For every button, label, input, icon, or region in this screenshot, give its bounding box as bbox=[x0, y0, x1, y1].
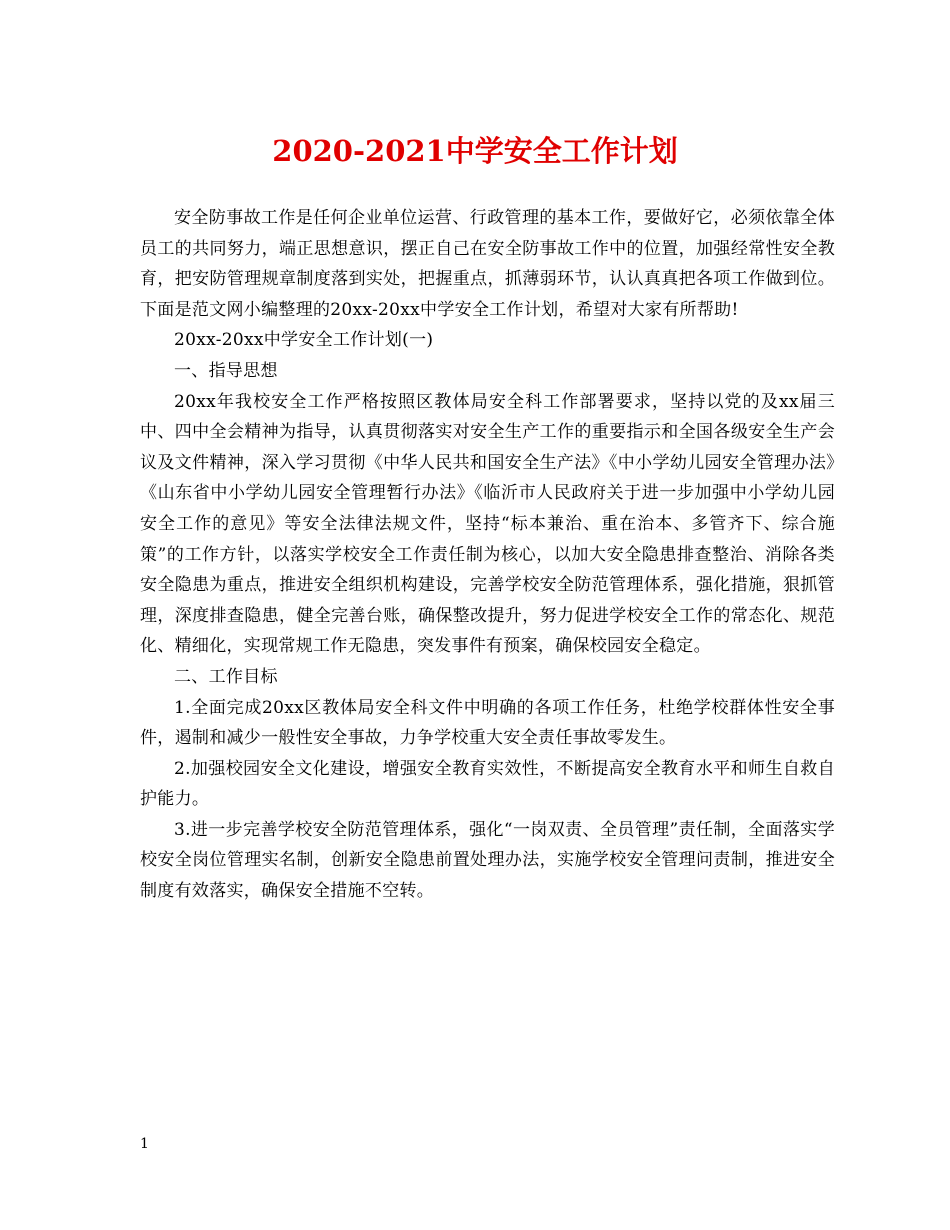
plan-heading: 20xx-20xx中学安全工作计划(一) bbox=[174, 330, 434, 351]
page-number: 1 bbox=[140, 1136, 149, 1152]
section-heading-work-goals: 二、工作目标 bbox=[174, 666, 278, 687]
goal-item-3: 3.进一步完善学校安全防范管理体系，强化“一岗双责、全员管理”责任制，全面落实学校安全岗位管理实名制，创新安全隐患前置处理办法，实施学校安全管理问责制，推进安全制度有效落实，确保安全措施不空转。 bbox=[140, 819, 835, 902]
document-body bbox=[140, 203, 835, 907]
guiding-ideology-paragraph: 20xx年我校安全工作严格按照区教体局安全科工作部署要求，坚持以党的及xx届三中、四中全会精神为指导，认真贯彻落实对安全生产工作的重要指示和全国各级安全生产会议及文件精神，深入学习贯彻《中华人民共和国安全生产法》《中小学幼儿园安全管理办法》《山东省中小学幼儿园安全管理暂行办法》《临沂市人民政府关于进一步加强中小学幼儿园安全工作的意见》等安全法律法规文件，坚持“标本兼治、重在治本、多管齐下、综合施策”的工作方针，以落实学校安全工作责任制为核心，以加大安全隐患排查整治、消除各类安全隐患为重点，推进安全组织机构建设，完善学校安全防范管理体系，强化措施，狠抓管理，深度排查隐患，健全完善台账，确保整改提升，努力促进学校安全工作的常态化、规范化、精细化，实现常规工作无隐患，突发事件有预案，确保校园安全稳定。 bbox=[140, 391, 835, 657]
goal-item-1: 1.全面完成20xx区教体局安全科文件中明确的各项工作任务，杜绝学校群体性安全事件，遏制和减少一般性安全事故，力争学校重大安全责任事故零发生。 bbox=[140, 697, 835, 749]
goal-item-2: 2.加强校园安全文化建设，增强安全教育实效性，不断提高安全教育水平和师生自救自护能力。 bbox=[140, 758, 835, 810]
document-title: 2020-2021中学安全工作计划 bbox=[272, 134, 678, 168]
intro-paragraph: 安全防事故工作是任何企业单位运营、行政管理的基本工作，要做好它，必须依靠全体员工的共同努力，端正思想意识，摆正自己在安全防事故工作中的位置，加强经常性安全教育，把安防管理规章制度落到实处，把握重点，抓薄弱环节，认认真真把各项工作做到位。下面是范文网小编整理的20xx-20xx中学安全工作计划，希望对大家有所帮助! bbox=[140, 208, 835, 320]
section-heading-guiding-ideology: 一、指导思想 bbox=[174, 360, 278, 381]
